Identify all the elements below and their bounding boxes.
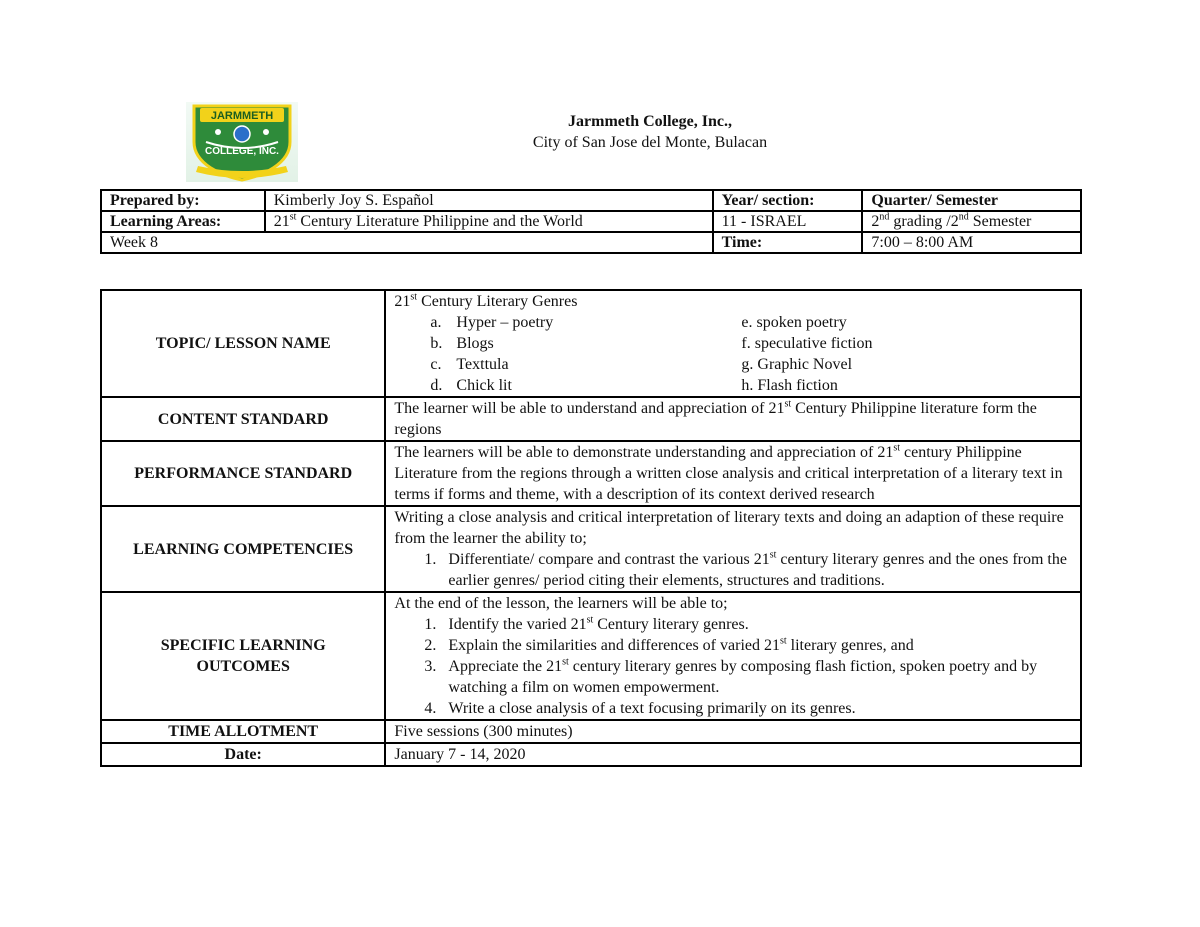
- performance-standard-value: The learners will be able to demonstrate understanding and appreciation of 21st century Philippine Literature from the regions through a written close analysis and critical interpretation of a literary text in terms if forms and theme, with a description of its context derived research: [385, 441, 1081, 506]
- learning-outcomes-label: SPECIFIC LEARNING OUTCOMES: [101, 592, 385, 720]
- time-value: 7:00 – 8:00 AM: [862, 232, 1081, 253]
- school-address: City of San Jose del Monte, Bulacan: [532, 134, 768, 151]
- genre-item: h. Flash fiction: [741, 377, 838, 394]
- genre-item: d. Chick lit: [430, 377, 512, 394]
- info-row-areas: [101, 211, 1081, 232]
- genre-item: f. speculative fiction: [741, 335, 873, 352]
- genre-item: b. Blogs: [430, 335, 494, 352]
- list-item: 4. Write a close analysis of a text focusing primarily on its genres.: [424, 700, 856, 717]
- time-allotment-value: Five sessions (300 minutes): [385, 720, 1081, 743]
- topic-value: [385, 290, 1081, 397]
- list-item: 3. Appreciate the 21st century literary genres by composing flash fiction, spoken poetry and by watching a film on women empowerment.: [424, 656, 1038, 696]
- date-value: January 7 - 14, 2020: [385, 743, 1081, 766]
- prepared-value: Kimberly Joy S. Español: [265, 190, 713, 211]
- content-standard-value: The learner will be able to understand and appreciation of 21st Century Philippine literature form the regions: [385, 397, 1081, 441]
- section-value: 11 - ISRAEL: [713, 211, 863, 232]
- week-value: Week 8: [101, 232, 713, 253]
- lesson-plan-table: [100, 289, 1082, 767]
- areas-value: 21st Century Literature Philippine and the World: [265, 211, 713, 232]
- quarter-label: Quarter/ Semester: [862, 190, 1081, 211]
- row-content-standard: [101, 397, 1081, 441]
- learning-competencies-label: LEARNING COMPETENCIES: [101, 506, 385, 592]
- list-item: 1. Differentiate/ compare and contrast the various 21st century literary genres and the ones from the earlier genres/ period citing their elements, structures and traditions.: [424, 549, 1067, 589]
- school-name: Jarmmeth College, Inc.,: [568, 113, 732, 130]
- time-allotment-label: TIME ALLOTMENT: [101, 720, 385, 743]
- date-label: Date:: [101, 743, 385, 766]
- grading-value: 2nd grading /2nd Semester: [862, 211, 1081, 232]
- info-row-week: [101, 232, 1081, 253]
- genre-item: c. Texttula: [430, 356, 509, 373]
- row-learning-outcomes: [101, 592, 1081, 720]
- time-label: Time:: [713, 232, 863, 253]
- document-header: [300, 112, 1000, 153]
- competencies-intro: Writing a close analysis and critical interpretation of literary texts and doing an adaption of these require from the learner the ability to;: [394, 509, 1064, 547]
- row-time-allotment: [101, 720, 1081, 743]
- prepared-label: Prepared by:: [101, 190, 265, 211]
- learning-competencies-value: [385, 506, 1081, 592]
- logo-top-text: JARMMETH: [210, 110, 274, 122]
- areas-label: Learning Areas:: [101, 211, 265, 232]
- learning-outcomes-value: [385, 592, 1081, 720]
- logo-bottom-text: COLLEGE, INC.: [205, 146, 279, 157]
- row-performance-standard: [101, 441, 1081, 506]
- row-learning-competencies: [101, 506, 1081, 592]
- row-date: [101, 743, 1081, 766]
- info-table: [100, 189, 1082, 254]
- topic-label: TOPIC/ LESSON NAME: [101, 290, 385, 397]
- genre-item: a. Hyper – poetry: [430, 314, 554, 331]
- row-topic: [101, 290, 1081, 397]
- list-item: 1. Identify the varied 21st Century literary genres.: [424, 614, 749, 633]
- content-standard-label: CONTENT STANDARD: [101, 397, 385, 441]
- outcomes-intro: At the end of the lesson, the learners will be able to;: [394, 595, 728, 612]
- list-item: 2. Explain the similarities and differences of varied 21st literary genres, and: [424, 635, 914, 654]
- genre-list: [394, 312, 1072, 396]
- genre-item: g. Graphic Novel: [741, 356, 853, 373]
- info-row-prepared: [101, 190, 1081, 211]
- school-logo: [186, 102, 298, 182]
- topic-title: 21st Century Literary Genres: [394, 291, 578, 310]
- genre-item: e. spoken poetry: [741, 314, 847, 331]
- performance-standard-label: PERFORMANCE STANDARD: [101, 441, 385, 506]
- year-label: Year/ section:: [713, 190, 863, 211]
